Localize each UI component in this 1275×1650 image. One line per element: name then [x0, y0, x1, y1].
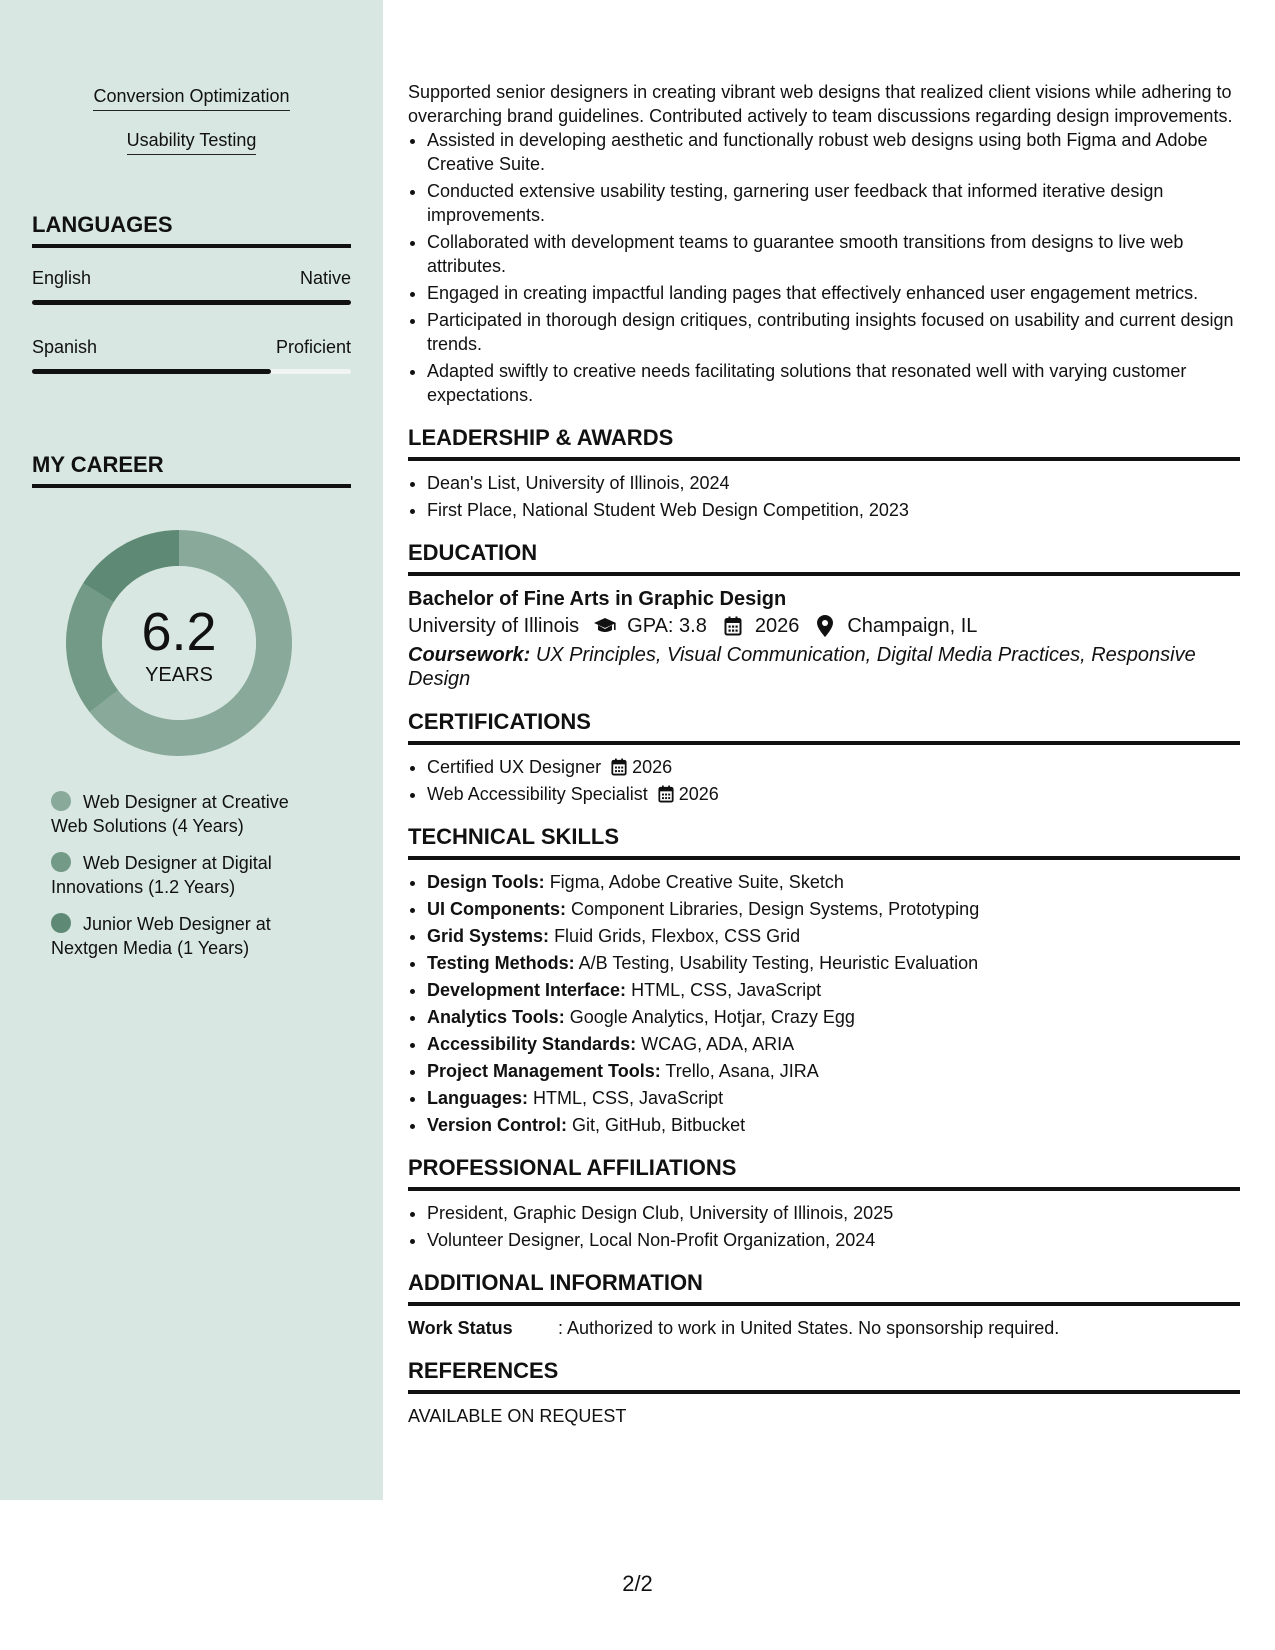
language-name: Spanish [32, 337, 98, 357]
career-legend-item [51, 912, 321, 960]
experience-bullet: • Conducted extensive usability testing, garnering user feedback that informed iterative design improvements. [427, 179, 1240, 227]
certifications-list [408, 755, 1240, 806]
certification-item [427, 782, 1240, 806]
language-bar [32, 369, 351, 374]
skill-category: Development Interface: [427, 980, 627, 1000]
certification-year: 2026 [632, 757, 673, 777]
experience-summary: Supported senior designers in creating vibrant web designs that realized client visions while adhering to overarching brand guidelines. Contributed actively to team discussions regarding design improvements. [408, 82, 1233, 126]
skill-category: Languages: [427, 1088, 529, 1108]
technical-skill-item [427, 978, 1240, 1002]
career-title: MY CAREER [32, 452, 351, 488]
education-coursework [408, 643, 1240, 691]
calendar-icon [611, 758, 629, 776]
additional-info-title: ADDITIONAL INFORMATION [408, 1270, 1240, 1306]
skill-values: WCAG, ADA, ARIA [641, 1034, 795, 1054]
calendar-icon [721, 615, 745, 637]
skill-values: Fluid Grids, Flexbox, CSS Grid [554, 926, 801, 946]
awards-title: LEADERSHIP & AWARDS [408, 425, 1240, 461]
education-meta [408, 612, 1240, 640]
experience-bullet: • Collaborated with development teams to guarantee smooth transitions from designs to live web attributes. [427, 230, 1240, 278]
skill-category: UI Components: [427, 899, 566, 919]
certification-year: 2026 [678, 784, 719, 804]
affiliation-item: • Volunteer Designer, Local Non-Profit Organization, 2024 [427, 1228, 1240, 1252]
language-bar-fill [32, 369, 271, 374]
technical-skill-item [427, 870, 1240, 894]
technical-skills-title: TECHNICAL SKILLS [408, 824, 1240, 860]
technical-skills-list [408, 870, 1240, 1137]
awards-list [408, 471, 1240, 522]
education-year: 2026 [754, 615, 800, 637]
technical-skill-item [427, 1059, 1240, 1083]
location-pin-icon [813, 615, 837, 637]
language-bar-fill [32, 300, 351, 305]
career-label: Web Designer at Creative Web Solutions (4 Years) [51, 792, 289, 836]
award-item: • Dean's List, University of Illinois, 2024 [427, 471, 1240, 495]
experience-bullet: • Assisted in developing aesthetic and functionally robust web designs using both Figma and Adobe Creative Suite. [427, 128, 1240, 176]
skill-tags [0, 86, 383, 174]
skill-values: Google Analytics, Hotjar, Crazy Egg [569, 1007, 855, 1027]
experience-bullet: • Participated in thorough design critiques, contributing insights focused on usability and current design trends. [427, 308, 1240, 356]
technical-skill-item [427, 1032, 1240, 1056]
career-legend-item [51, 790, 321, 838]
affiliations-title: PROFESSIONAL AFFILIATIONS [408, 1155, 1240, 1191]
sidebar [0, 0, 383, 1500]
skill-category: Testing Methods: [427, 953, 575, 973]
language-row [32, 337, 351, 358]
graduation-cap-icon [593, 615, 617, 637]
education-degree: Bachelor of Fine Arts in Graphic Design [408, 588, 787, 610]
references-text: AVAILABLE ON REQUEST [408, 1406, 627, 1426]
certification-item [427, 755, 1240, 779]
language-level: Proficient [275, 337, 351, 357]
skill-values: HTML, CSS, JavaScript [631, 980, 822, 1000]
work-status-value: : Authorized to work in United States. No sponsorship required. [558, 1318, 1060, 1338]
language-row [32, 268, 351, 289]
legend-dot-icon [51, 913, 71, 933]
language-level: Native [299, 268, 351, 288]
legend-dot-icon [51, 852, 71, 872]
skill-category: Project Management Tools: [427, 1061, 661, 1081]
award-item: • First Place, National Student Web Design Competition, 2023 [427, 498, 1240, 522]
page-number: 2/2 [622, 1571, 653, 1596]
skill-values: Figma, Adobe Creative Suite, Sketch [549, 872, 844, 892]
certifications-title: CERTIFICATIONS [408, 709, 1240, 745]
references-title: REFERENCES [408, 1358, 1240, 1394]
skill-values: Git, GitHub, Bitbucket [572, 1115, 746, 1135]
skill-values: HTML, CSS, JavaScript [533, 1088, 724, 1108]
coursework-value: UX Principles, Visual Communication, Digital Media Practices, Responsive Design [408, 644, 1196, 690]
career-label: Junior Web Designer at Nextgen Media (1 Years) [51, 914, 271, 958]
career-years-unit: YEARS [145, 664, 213, 686]
technical-skill-item [427, 1113, 1240, 1137]
legend-dot-icon [51, 791, 71, 811]
skill-tag: Usability Testing [127, 130, 257, 155]
skill-category: Version Control: [427, 1115, 568, 1135]
career-label: Web Designer at Digital Innovations (1.2 Years) [51, 853, 272, 897]
education-school: University of Illinois [408, 615, 580, 637]
technical-skill-item [427, 1005, 1240, 1029]
affiliation-item: • President, Graphic Design Club, University of Illinois, 2025 [427, 1201, 1240, 1225]
language-bar [32, 300, 351, 305]
languages-title: LANGUAGES [32, 212, 351, 248]
technical-skill-item [427, 897, 1240, 921]
career-legend [51, 790, 321, 973]
career-legend-item [51, 851, 321, 899]
work-status-label: Work Status [408, 1318, 513, 1338]
certification-name: Web Accessibility Specialist [427, 784, 648, 804]
technical-skill-item [427, 951, 1240, 975]
skill-category: Analytics Tools: [427, 1007, 565, 1027]
technical-skill-item [427, 1086, 1240, 1110]
technical-skill-item [427, 924, 1240, 948]
skill-category: Design Tools: [427, 872, 545, 892]
skill-values: A/B Testing, Usability Testing, Heuristic Evaluation [578, 953, 979, 973]
education-location: Champaign, IL [847, 615, 978, 637]
skill-values: Trello, Asana, JIRA [665, 1061, 819, 1081]
career-total-years: 6.2 [141, 602, 217, 662]
skill-category: Accessibility Standards: [427, 1034, 637, 1054]
language-name: English [32, 268, 92, 288]
calendar-icon [658, 785, 676, 803]
affiliations-list [408, 1201, 1240, 1252]
work-status-row [408, 1316, 1240, 1340]
experience-bullet: • Engaged in creating impactful landing pages that effectively enhanced user engagement metrics. [427, 281, 1240, 305]
education-title: EDUCATION [408, 540, 1240, 576]
certification-name: Certified UX Designer [427, 757, 602, 777]
skill-category: Grid Systems: [427, 926, 550, 946]
skill-tag: Conversion Optimization [93, 86, 289, 111]
coursework-label: Coursework: [408, 644, 531, 666]
main-content [408, 80, 1240, 1428]
education-gpa: GPA: 3.8 [627, 615, 707, 637]
skill-values: Component Libraries, Design Systems, Prototyping [571, 899, 980, 919]
experience-bullets [408, 128, 1240, 407]
experience-bullet: • Adapted swiftly to creative needs facilitating solutions that resonated well with varying customer expectations. [427, 359, 1240, 407]
